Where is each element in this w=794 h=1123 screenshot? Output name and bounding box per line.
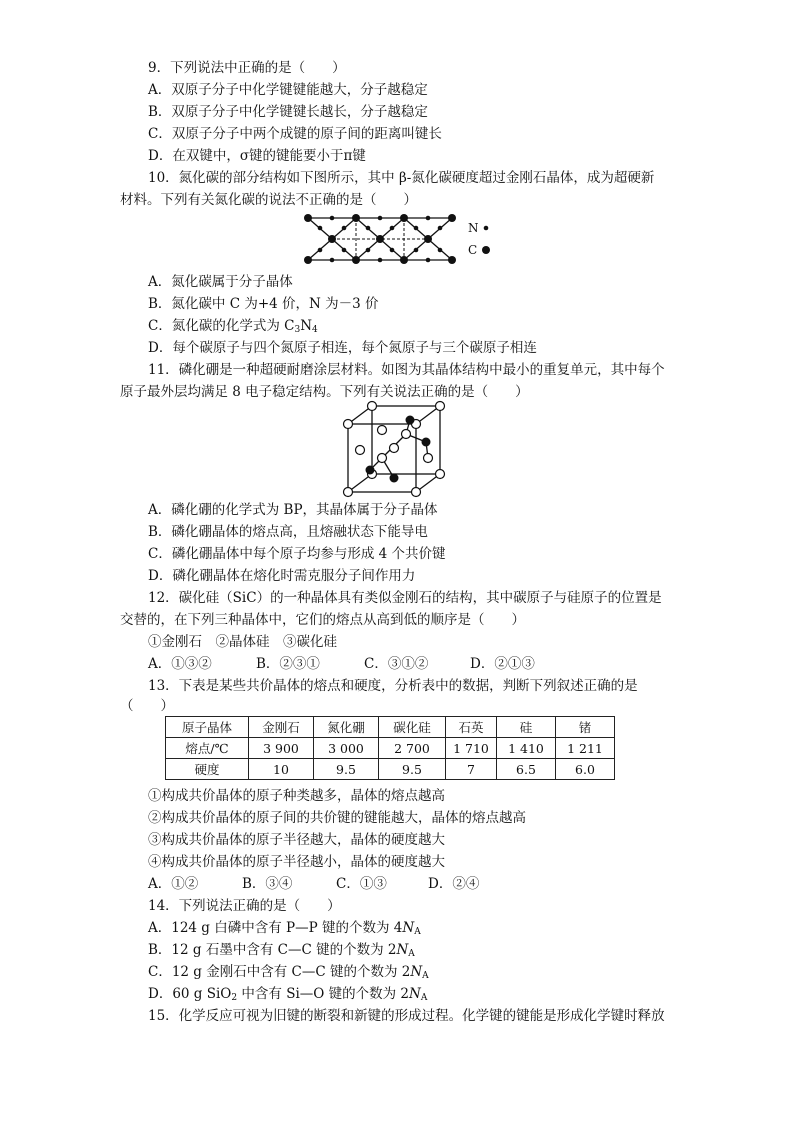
table-cell: 6.0 <box>556 759 615 780</box>
q11-option-b: B．磷化硼晶体的熔点高，且熔融状态下能导电 <box>148 524 428 540</box>
q13-statement-1: ①构成共价晶体的原子种类越多，晶体的熔点越高 <box>148 788 445 804</box>
q12-option-c: C．③①② <box>364 656 429 672</box>
q10-stem-line2: 材料。下列有关氮化碳的说法不正确的是（ ） <box>120 192 417 208</box>
table-header-cell: 金刚石 <box>249 717 314 738</box>
q12-stem-line2: 交替的，在下列三种晶体中，它们的熔点从高到低的顺序是（ ） <box>120 612 525 628</box>
q13-statement-2: ②构成共价晶体的原子间的共价键的键能越大，晶体的熔点越高 <box>148 810 526 826</box>
q9-option-c: C．双原子分子中两个成键的原子间的距离叫键长 <box>148 126 442 142</box>
table-header-cell: 锗 <box>556 717 615 738</box>
table-cell: 9.5 <box>314 759 379 780</box>
q12-option-a: A．①③② <box>148 656 212 672</box>
table-header-cell: 碳化硅 <box>379 717 446 738</box>
q11-stem-line1: 11．磷化硼是一种超硬耐磨涂层材料。如图为其晶体结构中最小的重复单元，其中每个 <box>148 362 665 378</box>
q13-option-b: B．③④ <box>242 876 293 892</box>
table-cell: 2 700 <box>379 738 446 759</box>
q10-option-a: A．氮化碳属于分子晶体 <box>148 274 293 290</box>
q9-option-d: D．在双键中，σ键的键能要小于π键 <box>148 148 366 164</box>
table-cell: 10 <box>249 759 314 780</box>
q13-stem-line2: （ ） <box>120 698 174 714</box>
q13-option-c: C．①③ <box>336 876 387 892</box>
table-cell: 3 900 <box>249 738 314 759</box>
table-cell: 1 710 <box>446 738 497 759</box>
q10-option-d: D．每个碳原子与四个氮原子相连，每个氮原子与三个碳原子相连 <box>148 340 537 356</box>
q11-option-a: A．磷化硼的化学式为 BP，其晶体属于分子晶体 <box>148 502 438 518</box>
table-cell: 硬度 <box>166 759 249 780</box>
q14-stem: 14．下列说法正确的是（ ） <box>148 898 341 914</box>
q9-option-a: A．双原子分子中化学键键能越大，分子越稳定 <box>148 82 428 98</box>
q10-option-b: B．氮化碳中 C 为+4 价，N 为－3 价 <box>148 296 379 312</box>
table-cell: 6.5 <box>497 759 556 780</box>
table-cell: 7 <box>446 759 497 780</box>
q9-option-b: B．双原子分子中化学键键长越长，分子越稳定 <box>148 104 428 120</box>
q13-statement-3: ③构成共价晶体的原子半径越大，晶体的硬度越大 <box>148 832 445 848</box>
q14-option-d: D．60 g SiO$_2$ 中含有 Si—O 键的个数为 $2N_A$ <box>148 986 428 1003</box>
q11-stem-line2: 原子最外层均满足 8 电子稳定结构。下列有关说法正确的是（ ） <box>120 384 529 400</box>
q14-option-a: A．124 g 白磷中含有 P—P 键的个数为 $4N_A$ <box>148 920 421 937</box>
table-header-cell: 氮化硼 <box>314 717 379 738</box>
q14-option-c: C．12 g 金刚石中含有 C—C 键的个数为 $2N_A$ <box>148 964 429 981</box>
table-header-row <box>166 717 615 738</box>
table-cell: 1 211 <box>556 738 615 759</box>
q10-stem-line1: 10．氮化碳的部分结构如下图所示，其中 β-氮化碳硬度超过金刚石晶体，成为超硬新 <box>148 170 655 186</box>
q11-option-c: C．磷化硼晶体中每个原子均参与形成 4 个共价键 <box>148 546 446 562</box>
table-row <box>166 759 615 780</box>
table-header-cell: 硅 <box>497 717 556 738</box>
q9-stem: 9．下列说法中正确的是（ ） <box>148 60 346 76</box>
q12-stem-line1: 12．碳化硅（SiC）的一种晶体具有类似金刚石的结构，其中碳原子与硅原子的位置是 <box>148 590 662 606</box>
q14-option-b: B．12 g 石墨中含有 C—C 键的个数为 $2N_A$ <box>148 942 415 959</box>
legend-n-label: N <box>468 221 479 235</box>
table-cell: 1 410 <box>497 738 556 759</box>
table-header-cell: 原子晶体 <box>166 717 249 738</box>
q13-statement-4: ④构成共价晶体的原子半径越小，晶体的硬度越大 <box>148 854 445 870</box>
q10-option-c: C．氮化碳的化学式为 $C_3N_4$ <box>148 318 318 335</box>
q13-stem-line1: 13．下表是某些共价晶体的熔点和硬度，分析表中的数据，判断下列叙述正确的是 <box>148 678 638 694</box>
q13-option-a: A．①② <box>148 876 199 892</box>
table-header-cell: 石英 <box>446 717 497 738</box>
q13-option-d: D．②④ <box>428 876 480 892</box>
table-row <box>166 738 615 759</box>
q15-stem: 15．化学反应可视为旧键的断裂和新键的形成过程。化学键的键能是形成化学键时释放 <box>148 1008 665 1024</box>
q12-option-d: D．②①③ <box>470 656 535 672</box>
crystal-data-table <box>165 716 615 780</box>
table-cell: 3 000 <box>314 738 379 759</box>
boron-phosphide-unit-cell-diagram <box>340 400 450 500</box>
q12-option-b: B．②③① <box>256 656 320 672</box>
legend-c-label: C <box>468 243 478 257</box>
q11-option-d: D．磷化硼晶体在熔化时需克服分子间作用力 <box>148 568 416 584</box>
table-cell: 熔点/℃ <box>166 738 249 759</box>
q12-items: ①金刚石 ②晶体硅 ③碳化硅 <box>148 634 337 650</box>
table-cell: 9.5 <box>379 759 446 780</box>
